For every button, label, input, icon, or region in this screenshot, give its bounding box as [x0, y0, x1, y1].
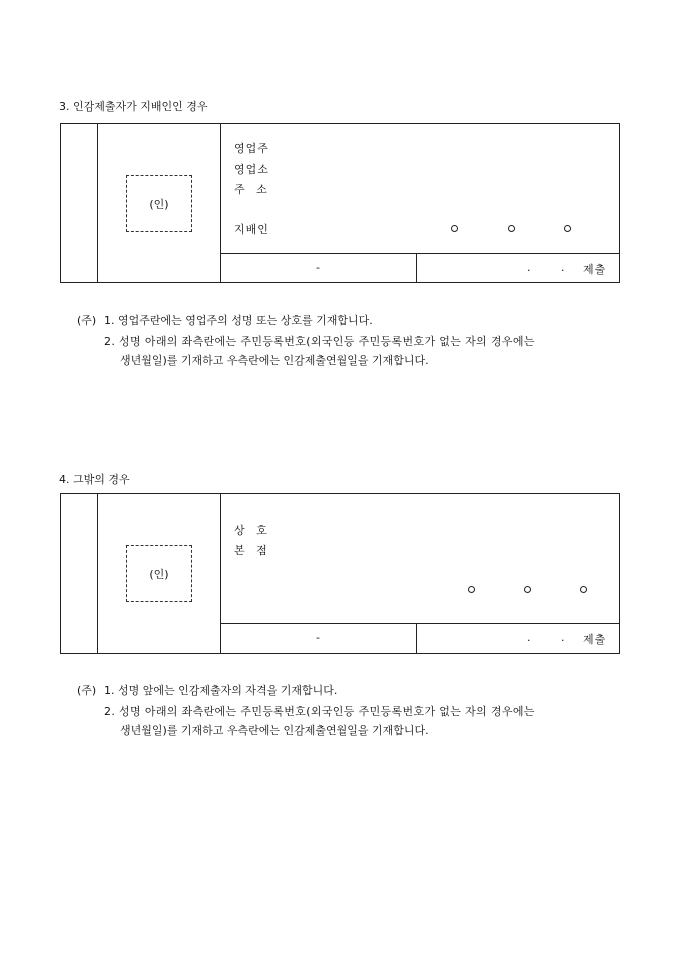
seal-label: (인) — [149, 197, 169, 211]
company-name-label: 상 호 — [234, 524, 268, 537]
divider — [97, 494, 98, 653]
section4-title: 4. 그밖의 경우 — [59, 473, 130, 486]
head-office-label: 본 점 — [234, 544, 268, 557]
divider — [220, 253, 619, 254]
divider — [220, 124, 221, 282]
address-label: 주 소 — [234, 183, 268, 196]
seal-box[interactable] — [126, 175, 192, 232]
seal-box[interactable] — [126, 545, 192, 602]
id-separator: - — [316, 631, 320, 644]
note-1: 1. 영업주란에는 영업주의 성명 또는 상호를 기재합니다. — [104, 314, 373, 327]
owner-label: 영업주 — [234, 142, 269, 155]
seal-label: (인) — [149, 567, 169, 581]
section4-form — [60, 493, 620, 654]
section3-title: 3. 인감제출자가 지배인인 경우 — [59, 100, 208, 113]
section3-form — [60, 123, 620, 283]
note-2: 2. 성명 아래의 좌측란에는 주민등록번호(외국인등 주민등록번호가 없는 자의 경우에는 — [104, 335, 535, 348]
id-separator: - — [316, 261, 320, 274]
submit-label: 제출 — [583, 263, 607, 276]
divider — [416, 623, 417, 653]
sign-mark — [564, 225, 571, 232]
note-prefix: (주) — [77, 684, 97, 697]
branch-label: 영업소 — [234, 163, 269, 176]
date-dot: . — [561, 631, 565, 644]
sign-mark — [451, 225, 458, 232]
sign-mark — [508, 225, 515, 232]
divider — [416, 253, 417, 282]
date-dot: . — [561, 261, 565, 274]
note-2: 2. 성명 아래의 좌측란에는 주민등록번호(외국인등 주민등록번호가 없는 자의 경우에는 — [104, 705, 535, 718]
divider — [220, 494, 221, 653]
divider — [97, 124, 98, 282]
note-2-cont: 생년월일)를 기재하고 우측란에는 인감제출연월일을 기재합니다. — [120, 354, 429, 367]
note-prefix: (주) — [77, 314, 97, 327]
manager-label: 지배인 — [234, 223, 269, 236]
divider — [220, 623, 619, 624]
sign-mark — [468, 586, 475, 593]
submit-label: 제출 — [583, 633, 607, 646]
date-dot: . — [527, 631, 531, 644]
sign-mark — [524, 586, 531, 593]
sign-mark — [580, 586, 587, 593]
date-dot: . — [527, 261, 531, 274]
note-1: 1. 성명 앞에는 인감제출자의 자격을 기재합니다. — [104, 684, 338, 697]
note-2-cont: 생년월일)를 기재하고 우측란에는 인감제출연월일을 기재합니다. — [120, 724, 429, 737]
